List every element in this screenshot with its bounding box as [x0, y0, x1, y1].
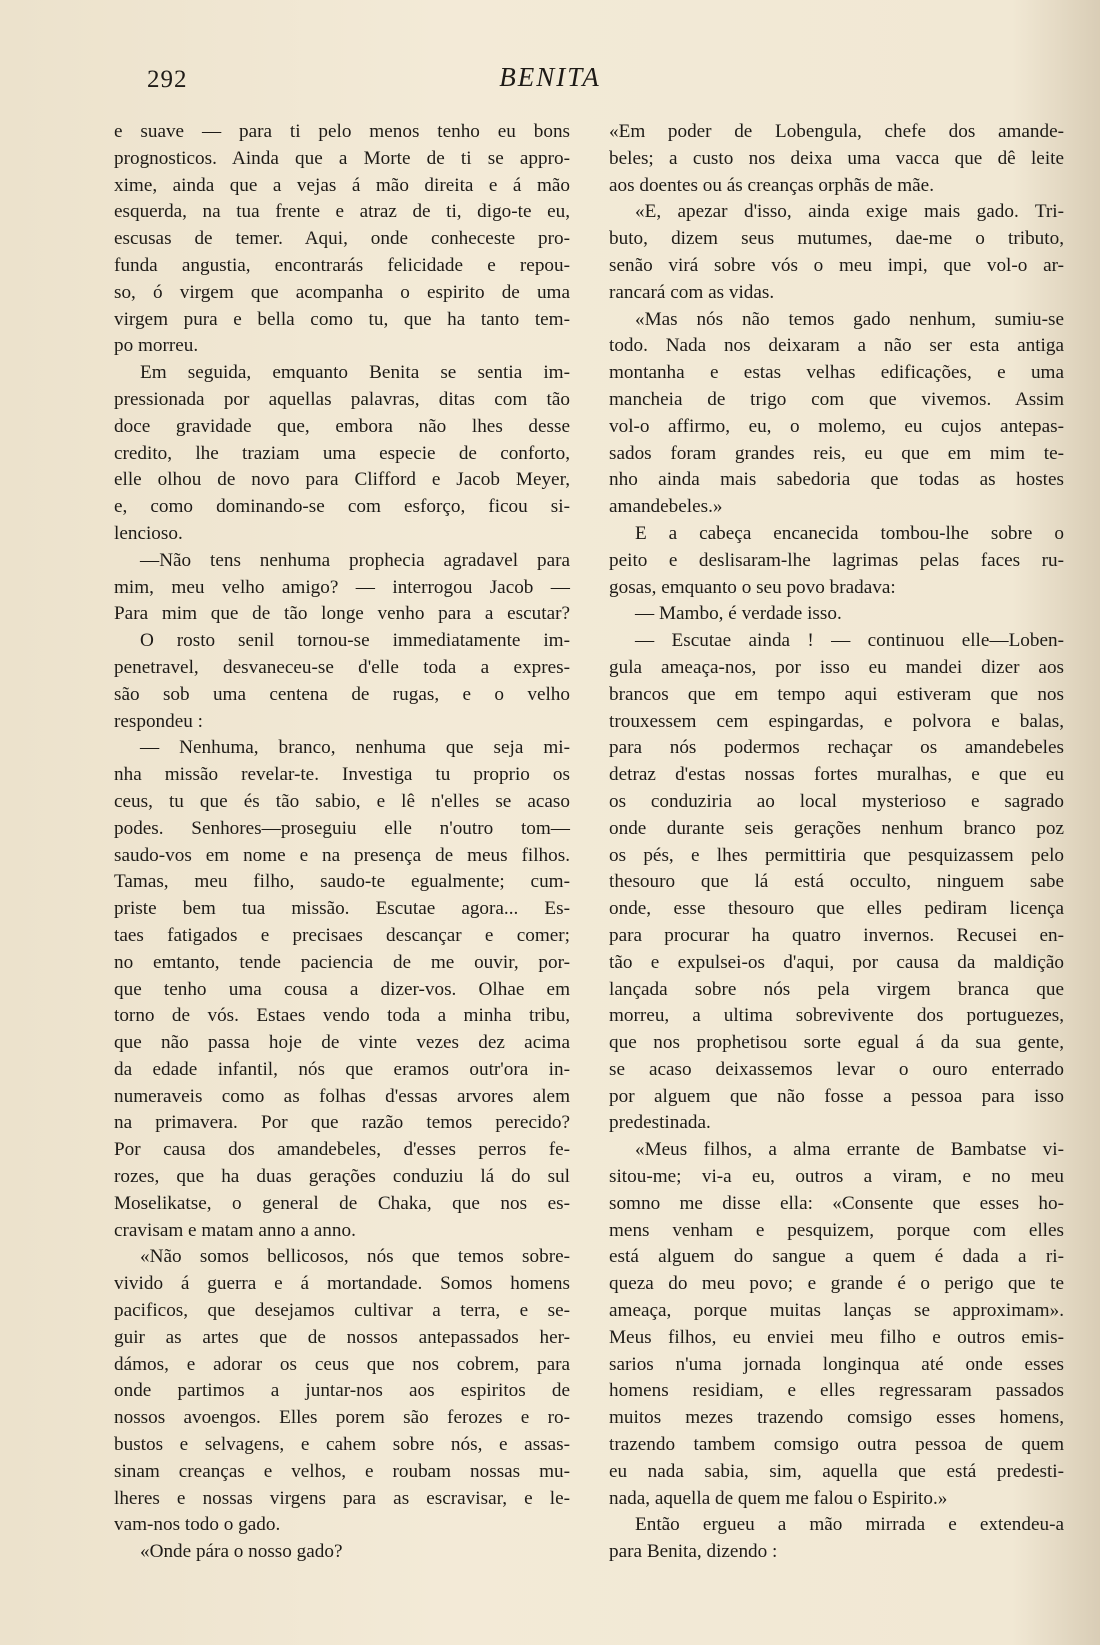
- text-line: O rosto senil tornou-se immediatamente im-: [140, 630, 570, 652]
- text-line: mens venham e pesquizem, porque com elles: [609, 1219, 1064, 1241]
- text-line: Então ergueu a mão mirrada e extendeu-a: [635, 1514, 1064, 1536]
- text-line: homens residiam, e elles regressaram passados: [609, 1380, 1064, 1402]
- text-line: Tamas, meu filho, saudo-te egualmente; cum-: [114, 871, 570, 893]
- text-line: so, ó virgem que acompanha o espirito de uma: [114, 281, 570, 303]
- text-line: nha missão revelar-te. Investiga tu proprio os: [114, 764, 570, 786]
- text-line: esquerda, na tua frente e atraz de ti, digo-te eu,: [114, 201, 570, 223]
- text-line: da edade infantil, nós que eramos outr'ora in-: [114, 1058, 570, 1080]
- text-line: brancos que em tempo aqui estiveram que nos: [609, 683, 1064, 705]
- text-line: —Não tens nenhuma prophecia agradavel para: [140, 549, 570, 571]
- text-line: beles; a custo nos deixa uma vacca que dê leite: [609, 147, 1064, 169]
- text-line: está alguem do sangue a quem é dada a ri-: [609, 1246, 1064, 1268]
- text-line: somno me disse ella: «Consente que esses ho-: [609, 1192, 1064, 1214]
- text-line: que nos prophetisou sorte egual á da sua gente,: [609, 1032, 1064, 1054]
- text-line: thesouro que lá está occulto, ninguem sabe: [609, 871, 1064, 893]
- text-line: vivido á guerra e á mortandade. Somos homens: [114, 1273, 570, 1295]
- text-line: vam-nos todo o gado.: [114, 1514, 281, 1536]
- text-line: po morreu.: [114, 335, 199, 357]
- text-line: pacificos, que desejamos cultivar a terra, e se-: [114, 1300, 570, 1322]
- text-line: eu nada sabia, sim, aquella que está predesti-: [609, 1460, 1064, 1482]
- text-line: taes fatigados e precisaes descançar e comer;: [114, 924, 570, 946]
- right-column: [609, 119, 1064, 1566]
- text-line: por alguem que não fosse a pessoa para isso: [609, 1085, 1064, 1107]
- text-line: — Nenhuma, branco, nenhuma que seja mi-: [140, 737, 570, 759]
- text-line: vol-o affirmo, eu, o molemo, eu cujos antepas-: [609, 415, 1064, 437]
- text-line: mancheia de trigo com que vivemos. Assim: [609, 388, 1064, 410]
- text-line: doce gravidade que, embora não lhes desse: [114, 415, 570, 437]
- text-line: muitos mezes trazendo comsigo esses homens,: [609, 1407, 1064, 1429]
- text-line: virgem pura e bella como tu, que ha tanto tem-: [114, 308, 570, 330]
- text-line: bustos e selvagens, e cahem sobre nós, e assas-: [114, 1434, 570, 1456]
- text-line: montanha e estas velhas edificações, e uma: [609, 362, 1064, 384]
- text-line: «Meus filhos, a alma errante de Bambatse vi-: [635, 1139, 1064, 1161]
- text-line: escusas de temer. Aqui, onde conheceste pro-: [114, 228, 570, 250]
- text-line: no emtanto, tende paciencia de me ouvir, por-: [114, 951, 570, 973]
- text-line: pressionada por aquellas palavras, ditas com tão: [114, 388, 570, 410]
- text-line: Para mim que de tão longe venho para a escutar?: [114, 603, 570, 625]
- text-line: para nós podermos rechaçar os amandebeles: [609, 737, 1064, 759]
- text-line: mim, meu velho amigo? — interrogou Jacob —: [114, 576, 570, 598]
- text-line: podes. Senhores—proseguiu elle n'outro tom—: [114, 817, 570, 839]
- text-line: os pés, e lhes permittiria que pesquizassem pelo: [609, 844, 1064, 866]
- text-line: senão virá sobre vós o meu impi, que vol-o ar-: [609, 254, 1064, 276]
- text-line: lencioso.: [114, 522, 183, 544]
- text-line: e suave — para ti pelo menos tenho eu bons: [114, 121, 570, 142]
- text-line: detraz d'estas nossas fortes muralhas, e que eu: [609, 764, 1064, 786]
- text-line: onde, esse thesouro que elles pediram licença: [609, 898, 1064, 920]
- text-line: morreu, a ultima sobrevivente dos portuguezes,: [609, 1005, 1064, 1027]
- text-line: ceus, tu que és tão sabio, e lê n'elles se acaso: [114, 790, 570, 812]
- text-line: nossos avoengos. Elles porem são ferozes e ro-: [114, 1407, 570, 1429]
- text-line: «Em poder de Lobengula, chefe dos amande-: [609, 121, 1064, 142]
- text-line: Moselikatse, o general de Chaka, que nos es-: [114, 1192, 570, 1214]
- text-line: trouxessem cem espingardas, e polvora e balas,: [609, 710, 1064, 732]
- text-line: sados foram grandes reis, eu que em mim te-: [609, 442, 1064, 464]
- text-line: são sob uma centena de rugas, e o velho: [114, 683, 570, 705]
- text-line: «Onde pára o nosso gado?: [140, 1541, 343, 1563]
- text-line: «Mas nós não temos gado nenhum, sumiu-se: [635, 308, 1064, 330]
- text-line: numeraveis como as folhas d'essas arvores alem: [114, 1085, 570, 1107]
- text-line: sinam creanças e velhos, e roubam nossas mu-: [114, 1460, 570, 1482]
- text-line: Meus filhos, eu enviei meu filho e outros emis-: [609, 1326, 1064, 1348]
- text-line: predestinada.: [609, 1112, 711, 1134]
- text-line: rancará com as vidas.: [609, 281, 775, 303]
- text-line: para Benita, dizendo :: [609, 1541, 778, 1563]
- text-line: lheres e nossas virgens para as escravisar, e le-: [114, 1487, 570, 1509]
- text-line: Por causa dos amandebeles, d'esses perros fe-: [114, 1139, 570, 1161]
- text-line: gosas, emquanto o seu povo bradava:: [609, 576, 896, 598]
- text-line: peito e deslisaram-lhe lagrimas pelas faces ru-: [609, 549, 1064, 571]
- text-line: gula ameaça-nos, por isso eu mandei dizer aos: [609, 656, 1064, 678]
- text-line: onde partimos a juntar-nos aos espiritos de: [114, 1380, 570, 1402]
- text-line: penetravel, desvaneceu-se d'elle toda a expres-: [114, 656, 570, 678]
- text-line: queza do meu povo; e grande é o perigo que te: [609, 1273, 1064, 1295]
- text-line: — Escutae ainda ! — continuou elle—Loben-: [635, 630, 1064, 652]
- text-line: torno de vós. Estaes vendo toda a minha tribu,: [114, 1005, 570, 1027]
- text-line: sitou-me; vi-a eu, outros a viram, e no meu: [609, 1166, 1064, 1188]
- text-line: saudo-vos em nome e na presença de meus filhos.: [114, 844, 570, 866]
- text-line: «Não somos bellicosos, nós que temos sobre-: [140, 1246, 570, 1268]
- text-line: cravisam e matam anno a anno.: [114, 1219, 356, 1241]
- text-line: e, como dominando-se com esforço, ficou si-: [114, 496, 570, 518]
- text-line: dámos, e adorar os ceus que nos cobrem, para: [114, 1353, 570, 1375]
- text-line: na primavera. Por que razão temos perecido?: [114, 1112, 570, 1134]
- text-line: todo. Nada nos deixaram a não ser esta antiga: [609, 335, 1064, 357]
- text-line: credito, lhe traziam uma especie de conforto,: [114, 442, 570, 464]
- text-line: xime, ainda que a vejas á mão direita e á mão: [114, 174, 570, 196]
- text-line: tão e expulsei-os d'aqui, por causa da maldição: [609, 951, 1064, 973]
- text-line: trazendo tambem comsigo outra pessoa de quem: [609, 1434, 1064, 1456]
- text-line: Em seguida, emquanto Benita se sentia im-: [140, 362, 570, 384]
- running-title: BENITA: [499, 62, 601, 92]
- text-line: lançada sobre nós pela virgem branca que: [609, 978, 1064, 1000]
- text-line: os conduziria ao local mysterioso e sagrado: [609, 790, 1064, 812]
- text-line: se acaso deixassemos levar o ouro enterrado: [609, 1058, 1064, 1080]
- text-line: que tenho uma cousa a dizer-vos. Olhae em: [114, 978, 570, 1000]
- text-line: que não passa hoje de vinte vezes dez acima: [114, 1032, 570, 1054]
- text-line: sarios n'uma jornada longinqua até onde esses: [609, 1353, 1064, 1375]
- text-line: «E, apezar d'isso, ainda exige mais gado. Tri-: [635, 201, 1064, 223]
- left-column: [114, 119, 570, 1566]
- text-line: ameaça, porque muitas lanças se approximam».: [609, 1300, 1064, 1322]
- text-line: funda angustia, encontrarás felicidade e repou-: [114, 254, 570, 276]
- text-line: buto, dizem seus mutumes, dae-me o tributo,: [609, 228, 1064, 250]
- text-line: para procurar ha quatro invernos. Recusei en-: [609, 924, 1064, 946]
- text-line: onde durante seis gerações nenhum branco poz: [609, 817, 1064, 839]
- text-line: guir as artes que de nossos antepassados her-: [114, 1326, 570, 1348]
- text-line: nada, aquella de quem me falou o Espirito.»: [609, 1487, 948, 1509]
- text-line: — Mambo, é verdade isso.: [635, 603, 842, 625]
- text-line: prognosticos. Ainda que a Morte de ti se appro-: [114, 147, 570, 169]
- text-line: elle olhou de novo para Clifford e Jacob Meyer,: [114, 469, 570, 491]
- page-number: 292: [147, 66, 188, 93]
- text-line: respondeu :: [114, 710, 203, 732]
- text-line: nho ainda mais sabedoria que todas as hostes: [609, 469, 1064, 491]
- text-line: amandebeles.»: [609, 496, 723, 518]
- text-line: priste bem tua missão. Escutae agora... Es-: [114, 898, 570, 920]
- text-line: E a cabeça encanecida tombou-lhe sobre o: [635, 522, 1064, 544]
- text-line: aos doentes ou ás creanças orphãs de mãe.: [609, 174, 934, 196]
- text-line: rozes, que ha duas gerações conduziu lá do sul: [114, 1166, 570, 1188]
